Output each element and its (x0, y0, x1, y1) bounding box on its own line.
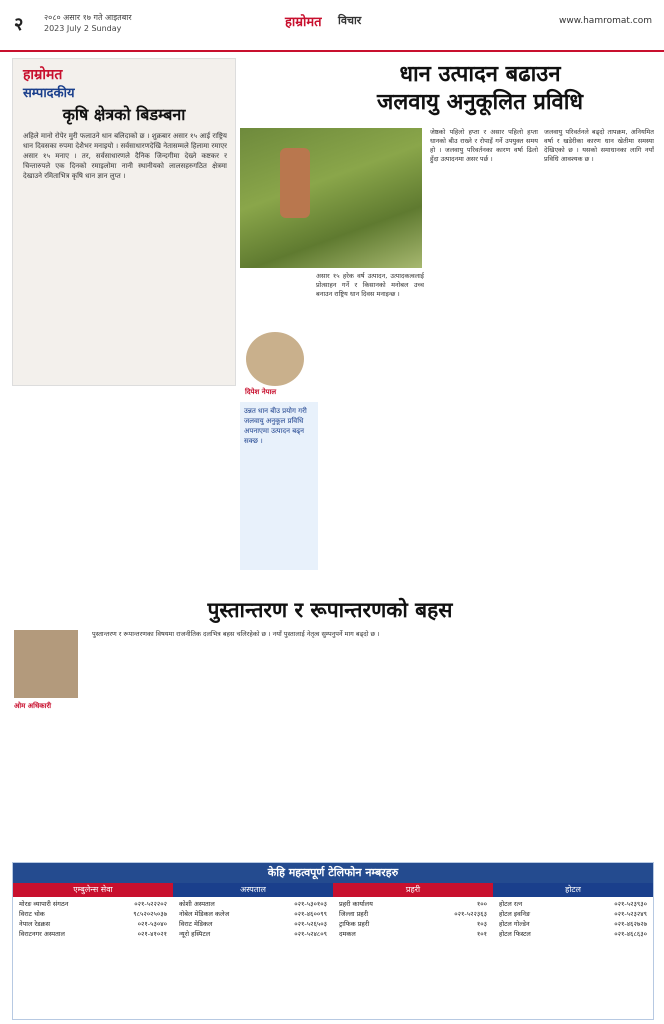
second-author-avatar (14, 630, 78, 698)
list-item: होटल रत्न ०२१-५२३९३० (499, 900, 647, 908)
author-avatar (244, 330, 306, 388)
brand-logo: हाम्रोमत (285, 15, 322, 30)
list-item: विराटनगर अस्पताल ०२१-४१०२१ (19, 930, 167, 938)
phone-categories (13, 883, 653, 897)
editorial-title: कृषि क्षेत्रको बिडम्बना (62, 105, 186, 124)
main-headline-line1: धान उत्पादन बढाउन (399, 61, 561, 87)
page-header (0, 0, 664, 52)
list-item: नोबेल मेडिकल कलेज ०२१-४६००९९ (179, 910, 327, 918)
main-story-col-a: जेष्ठको पहिलो हप्ता र असार पहिलो हप्ता धानको बीउ राख्ने र रोपाइँ गर्ने उपयुक्त समय हो । जलवायु परिवर्तनका कारण वर्षा ढिलो हुँदा उत्पादनमा असर पर्छ । (430, 128, 538, 163)
author-name: दिपेश नेपाल (245, 388, 277, 396)
pull-quote: उन्नत धान बीउ प्रयोग गरी जलवायु अनुकूल प्रविधि अपनाएमा उत्पादन बढ्न सक्छ । (240, 402, 318, 570)
main-headline-line2: जलवायु अनुकूलित प्रविधि (377, 89, 583, 115)
phone-directory (12, 862, 654, 1020)
cat-ambulance: एम्बुलेन्स सेवा (13, 883, 173, 897)
editorial-brand: हाम्रोमत (23, 67, 63, 83)
list-item: होटल फिस्टल ०२१-४६८६३० (499, 930, 647, 938)
main-headline (300, 60, 660, 116)
date-english: 2023 July 2 Sunday (44, 24, 122, 33)
list-item: कोशी अस्पताल ०२१-५३०१०३ (179, 900, 327, 908)
list-item: विराट चोक ९८५२०२५०३७ (19, 910, 167, 918)
second-headline: पुस्तान्तरण र रूपान्तरणको बहस (207, 597, 453, 622)
second-story-body: पुस्तान्तरण र रूपान्तरणका विषयमा राजनीतिक दलभित्र बहस चलिरहेको छ । नयाँ पुस्तालाई नेतृत्व सुम्पनुपर्ने माग बढ्दो छ । (92, 630, 380, 638)
main-story-col-b: जलवायु परिवर्तनले बढ्दो तापक्रम, अनियमित वर्षा र खडेरीका कारण धान खेतीमा समस्या देखिएको छ । यसको समाधानका लागि नयाँ प्रविधि आवश्यक छ । (544, 128, 654, 163)
cat-hospital: अस्पताल (173, 883, 333, 897)
list-item: प्रहरी कार्यालय १०० (339, 900, 487, 908)
list-item: विराट मेडिकल ०२१-५२६५०३ (179, 920, 327, 928)
list-item: ट्राफिक प्रहरी १०३ (339, 920, 487, 928)
date-nepali: २०८० असार १७ गते आइतबार (44, 13, 132, 22)
list-item: न्यूरो हस्पिटल ०२१-५२४८०९ (179, 930, 327, 938)
page-number: २ (14, 14, 24, 35)
ambulance-list (19, 899, 167, 939)
editorial-box (12, 58, 236, 386)
cat-hotel: होटल (493, 883, 653, 897)
list-item: दमकल १०१ (339, 930, 487, 938)
rice-farming-photo (240, 128, 422, 268)
list-item: मोरङ व्यापारी संगठन ०२१-५२२२०२ (19, 900, 167, 908)
hospital-list (179, 899, 327, 939)
main-story-col-c: असार १५ हरेक वर्ष उत्पादन, उत्पादकत्वलाई प्रोत्साहन गर्ने र किसानको मनोबल उच्च बनाउन राष्ट्रिय धान दिवस मनाइन्छ । (316, 272, 424, 298)
police-list (339, 899, 487, 939)
editorial-section: सम्पादकीय (23, 86, 75, 101)
cat-police: प्रहरी (333, 883, 493, 897)
hotel-list (499, 899, 647, 939)
list-item: नेपाल रेडक्रस ०२१-५३०४० (19, 920, 167, 928)
website-link[interactable]: www.hamromat.com (558, 16, 652, 26)
list-item: होटल गोल्डेन ०२१-४६२७२७ (499, 920, 647, 928)
section-label: विचार (338, 14, 362, 27)
list-item: होटल इवनिङ ०२१-५२३२४९ (499, 910, 647, 918)
list-item: जिल्ला प्रहरी ०२१-५२२३६३ (339, 910, 487, 918)
phone-directory-title: केहि महत्वपूर्ण टेलिफोन नम्बरहरु (13, 863, 653, 883)
issue-date (44, 12, 132, 34)
editorial-body: अहिले मानो रोपेर मुरी फलाउने धान बलिदाको छ । शुक्रबार असार १५ आई राष्ट्रिय धान दिवसका रुपमा देशैभर मनाइयो । सर्वसाधारणदेखि नेतासम्मले हिलामा रमाएर असार १५ मनाए । तर, सर्वसाधारणले दैनिक जिन्दगीमा देख्ने कष्टकर र चिन्तारुपले एक दिनको रमाइलोमा नानी स्थानीयको लालसहरुगठित क्षेत्रमा देखाउने रमिताभित्र कृषि धान ज्ञान लुप्त । (23, 132, 227, 180)
second-author-name: ओम अधिकारी (14, 702, 52, 710)
